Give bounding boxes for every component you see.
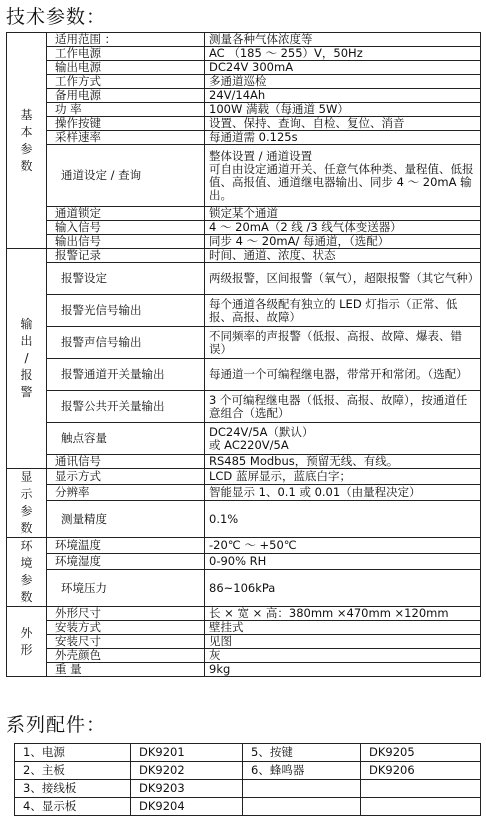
spec-row: [7, 221, 481, 235]
accessory-name: 2、主板: [15, 762, 131, 780]
spec-value: -20℃ ～ +50℃: [205, 538, 481, 554]
spec-value: 不同频率的声报警（低报、高报、故障、爆表、错误）: [205, 327, 481, 359]
spec-key: 通道锁定: [47, 207, 205, 221]
spec-value: 0.1%: [205, 501, 481, 538]
accessories-table: [14, 743, 481, 816]
accessory-code: DK9201: [131, 744, 243, 762]
spec-row: [7, 554, 481, 570]
spec-row: [7, 663, 481, 677]
accessory-name: 1、电源: [15, 744, 131, 762]
spec-key: 安装方式: [47, 621, 205, 635]
spec-key: 报警通道开关量输出: [47, 359, 205, 391]
spec-key: 报警光信号输出: [47, 295, 205, 327]
spec-key: 通讯信号: [47, 455, 205, 469]
accessory-row: [15, 744, 481, 762]
spec-row: [7, 89, 481, 103]
accessory-row: [15, 798, 481, 816]
spec-group-label: 基 本 参 数: [7, 33, 47, 249]
spec-value: 灰: [205, 649, 481, 663]
spec-value: DC24V/5A（默认） 或 AC220V/5A: [205, 423, 481, 455]
spec-row: [7, 235, 481, 249]
spec-row: [7, 455, 481, 469]
spec-value: 多通道巡检: [205, 75, 481, 89]
spec-row: [7, 469, 481, 485]
spec-value: 每通道需 0.125s: [205, 131, 481, 145]
spec-key: 重 量: [47, 663, 205, 677]
spec-row: [7, 131, 481, 145]
accessory-code: [361, 798, 481, 816]
accessory-name: 3、接线板: [15, 780, 131, 798]
tech-params-table: [6, 32, 481, 677]
spec-key: 输入信号: [47, 221, 205, 235]
accessory-code: DK9205: [361, 744, 481, 762]
spec-value: 4 ～ 20mA（2 线 /3 线气体变送器）: [205, 221, 481, 235]
spec-row: [7, 635, 481, 649]
spec-row: [7, 61, 481, 75]
spec-key: 显示方式: [47, 469, 205, 485]
spec-key: 功 率: [47, 103, 205, 117]
spec-key: 报警声信号输出: [47, 327, 205, 359]
spec-value: 设置、保持、查询、自检、复位、消音: [205, 117, 481, 131]
spec-row: [7, 295, 481, 327]
spec-key: 报警公共开关量输出: [47, 391, 205, 423]
spec-row: [7, 649, 481, 663]
accessories-title: 系列配件：: [6, 714, 107, 736]
spec-key: 采样速率: [47, 131, 205, 145]
spec-key: 外形尺寸: [47, 607, 205, 621]
spec-key: 工作电源: [47, 47, 205, 61]
spec-value: 整体设置 / 通道设置 可自由设定通道开关、任意气体种类、量程值、低报值、高报值、通道继电器输出、同步 4 ～ 20mA 输出。: [205, 145, 481, 207]
spec-value: 0-90% RH: [205, 554, 481, 570]
tech-params-title: 技术参数：: [6, 6, 107, 28]
spec-value: 壁挂式: [205, 621, 481, 635]
accessory-name: 5、按键: [243, 744, 361, 762]
spec-key: 环境湿度: [47, 554, 205, 570]
spec-value: 9kg: [205, 663, 481, 677]
spec-value: 智能显示 1、0.1 或 0.01（由量程决定）: [205, 485, 481, 501]
accessory-name: 6、蜂鸣器: [243, 762, 361, 780]
spec-value: RS485 Modbus，预留无线、有线。: [205, 455, 481, 469]
spec-value: 时间、通道、浓度、状态: [205, 249, 481, 263]
spec-value: 100W 满载（每通道 5W）: [205, 103, 481, 117]
spec-value: 每通道一个可编程继电器，带常开和常闭。（选配）: [205, 359, 481, 391]
spec-row: [7, 75, 481, 89]
spec-row: [7, 103, 481, 117]
spec-key: 适用范围 ：: [47, 33, 205, 47]
spec-group-label: 输 出 / 报 警: [7, 249, 47, 469]
spec-key: 报警记录: [47, 249, 205, 263]
accessory-code: DK9204: [131, 798, 243, 816]
spec-row: [7, 47, 481, 61]
spec-row: [7, 607, 481, 621]
accessory-name: 4、显示板: [15, 798, 131, 816]
spec-value: 长 × 宽 × 高：380mm ×470mm ×120mm: [205, 607, 481, 621]
spec-key: 备用电源: [47, 89, 205, 103]
accessory-code: DK9203: [131, 780, 243, 798]
spec-row: [7, 621, 481, 635]
spec-group-label: 环 境 参 数: [7, 538, 47, 607]
spec-value: 3 个可编程继电器（低报、高报、故障），按通道任意组合（选配）: [205, 391, 481, 423]
spec-key: 操作按键: [47, 117, 205, 131]
spec-key: 外壳颜色: [47, 649, 205, 663]
spec-value: DC24V 300mA: [205, 61, 481, 75]
spec-row: [7, 359, 481, 391]
spec-value: 每个通道各级配有独立的 LED 灯指示（正常、低报、高报、故障）: [205, 295, 481, 327]
spec-row: [7, 391, 481, 423]
spec-value: LCD 蓝屏显示，蓝底白字；: [205, 469, 481, 485]
spec-value: 24V/14Ah: [205, 89, 481, 103]
accessory-code: DK9202: [131, 762, 243, 780]
spec-value: 同步 4 ～ 20mA/ 每通道，（选配）: [205, 235, 481, 249]
spec-value: 两级报警，区间报警（氧气），超限报警（其它气种）: [205, 263, 481, 295]
spec-row: [7, 423, 481, 455]
accessory-code: [361, 780, 481, 798]
spec-key: 触点容量: [47, 423, 205, 455]
spec-row: [7, 501, 481, 538]
accessory-code: DK9206: [361, 762, 481, 780]
spec-row: [7, 327, 481, 359]
spec-row: [7, 33, 481, 47]
spec-row: [7, 485, 481, 501]
spec-value: 86~106kPa: [205, 570, 481, 607]
spec-key: 环境压力: [47, 570, 205, 607]
spec-value: 测量各种气体浓度等: [205, 33, 481, 47]
spec-key: 测量精度: [47, 501, 205, 538]
spec-key: 输出信号: [47, 235, 205, 249]
accessory-row: [15, 780, 481, 798]
spec-key: 输出电源: [47, 61, 205, 75]
spec-key: 工作方式: [47, 75, 205, 89]
spec-value: 见图: [205, 635, 481, 649]
spec-key: 通道设定 / 查询: [47, 145, 205, 207]
accessory-row: [15, 762, 481, 780]
spec-row: [7, 145, 481, 207]
spec-value: AC （185 ～ 255）V，50Hz: [205, 47, 481, 61]
spec-row: [7, 117, 481, 131]
spec-group-label: 外 形: [7, 607, 47, 677]
spec-key: 报警设定: [47, 263, 205, 295]
spec-key: 安装尺寸: [47, 635, 205, 649]
spec-row: [7, 570, 481, 607]
spec-row: [7, 207, 481, 221]
spec-row: [7, 538, 481, 554]
accessory-name: [243, 780, 361, 798]
spec-row: [7, 263, 481, 295]
spec-group-label: 显 示 参 数: [7, 469, 47, 538]
spec-key: 环境温度: [47, 538, 205, 554]
accessory-name: [243, 798, 361, 816]
spec-value: 锁定某个通道: [205, 207, 481, 221]
spec-row: [7, 249, 481, 263]
spec-key: 分辨率: [47, 485, 205, 501]
